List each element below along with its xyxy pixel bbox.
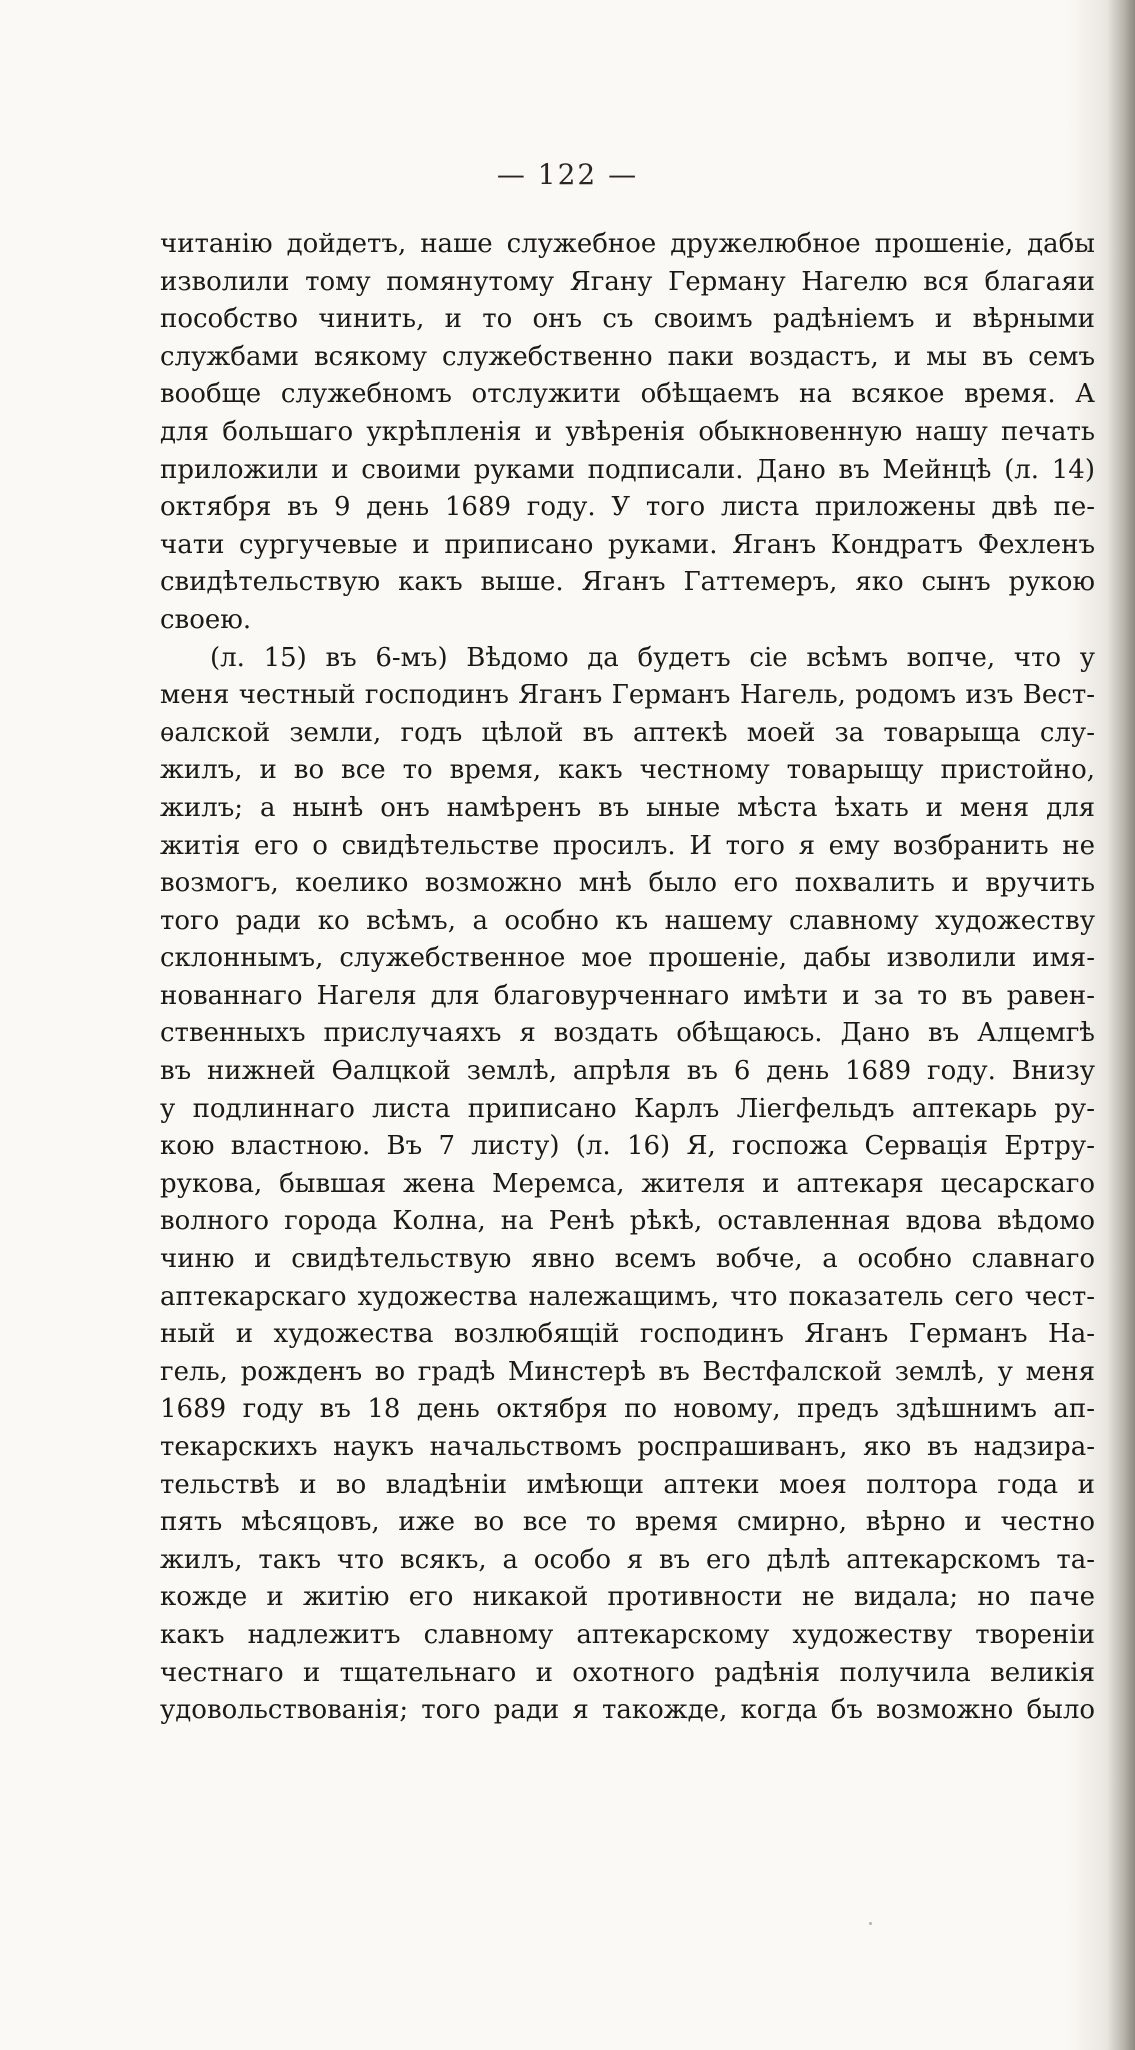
text-line: свидѣтельствую какъ выше. Яганъ Гаттемеръ, яко сынъ рукою	[160, 567, 1095, 598]
text-line: жилъ, и во все то время, какъ честному товарыщу пристойно,	[160, 755, 1095, 786]
text-line: пособство чинить, и то онъ съ своимъ радѣніемъ и вѣрными	[160, 304, 1095, 335]
text-line: склоннымъ, служебственное мое прошеніе, дабы изволили имя-	[160, 943, 1095, 974]
text-line: своею.	[160, 604, 252, 635]
text-line: кожде и житію его никакой противности не видала; но паче	[160, 1582, 1095, 1613]
text-line: жилъ; а нынѣ онъ намѣренъ въ ыные мѣста ѣхать и меня для	[160, 792, 1095, 823]
text-line: тельствѣ и во владѣніи имѣющи аптеки моея полтора года и	[160, 1469, 1095, 1500]
text-line: житія его о свидѣтельстве просилъ. И того я ему возбранить не	[160, 830, 1095, 861]
text-line: меня честный господинъ Яганъ Германъ Нагель, родомъ изъ Вест-	[160, 680, 1095, 711]
text-line: пять мѣсяцовъ, иже во все то время смирно, вѣрно и честно	[160, 1507, 1095, 1538]
text-line: въ нижней Ѳалцкой землѣ, апрѣля въ 6 день 1689 году. Внизу	[160, 1056, 1095, 1087]
text-line: службами всякому служебственно паки воздастъ, и мы въ семъ	[160, 341, 1095, 372]
text-line: чиню и свидѣтельствую явно всемъ вобче, а особно славнаго	[160, 1244, 1095, 1275]
text-line: аптекарскаго художества належащимъ, что показатель сего чест-	[160, 1281, 1095, 1312]
text-line: у подлиннаго листа приписано Карлъ Ліегфельдъ аптекарь ру-	[160, 1093, 1095, 1124]
text-line: рукова, бывшая жена Меремса, жителя и аптекаря цесарскаго	[160, 1168, 1095, 1199]
text-line: удовольствованія; того ради я такожде, когда бъ возможно было	[160, 1695, 1095, 1726]
text-line: нованнаго Нагеля для благовурченнаго имѣти и за то въ равен-	[160, 980, 1095, 1011]
text-line: ственныхъ прислучаяхъ я воздать обѣщаюсь. Дано въ Алцемгѣ	[160, 1018, 1095, 1049]
paper-speck	[869, 1922, 872, 1925]
text-line: честнаго и тщательнаго и охотного радѣнія получила великія	[160, 1657, 1095, 1688]
text-line: изволили тому помянутому Ягану Герману Нагелю вся благаяи	[160, 266, 1095, 297]
text-line: гель, рожденъ во градѣ Минстерѣ въ Вестфалской землѣ, у меня	[160, 1356, 1095, 1387]
text-line: октября въ 9 день 1689 году. У того листа приложены двѣ пе-	[160, 492, 1095, 523]
text-line: ный и художества возлюбящій господинъ Яганъ Германъ На-	[160, 1319, 1095, 1350]
text-line: ѳалской земли, годъ цѣлой въ аптекѣ моей за товарыща слу-	[160, 717, 1095, 748]
text-line: приложили и своими руками подписали. Дано въ Мейнцѣ (л. 14)	[160, 454, 1095, 485]
body-text	[160, 226, 1095, 1730]
text-line: волного города Колна, на Ренѣ рѣкѣ, оставленная вдова вѣдомо	[160, 1206, 1095, 1237]
text-line: чати сургучевые и приписано руками. Яганъ Кондратъ Фехленъ	[160, 529, 1095, 560]
text-line: читанію дойдетъ, наше служебное дружелюбное прошеніе, дабы	[160, 229, 1095, 259]
page-number: — 122 —	[496, 158, 639, 191]
text-line: 1689 году въ 18 день октября по новому, предъ здѣшнимъ ап-	[160, 1394, 1095, 1425]
text-line: жилъ, такъ что всякъ, а особо я въ его дѣлѣ аптекарскомъ та-	[160, 1544, 1095, 1575]
text-line: возмогъ, коелико возможно мнѣ было его похвалить и вручить	[160, 868, 1095, 899]
text-line: текарскихъ наукъ начальствомъ роспрашиванъ, яко въ надзира-	[160, 1432, 1095, 1462]
text-line: того ради ко всѣмъ, а особно къ нашему славному художеству	[160, 905, 1095, 936]
text-line: вообще служебномъ отслужити обѣщаемъ на всякое время. А	[160, 379, 1095, 410]
text-line: кою властною. Въ 7 листу) (л. 16) Я, госпожа Сервація Ертру-	[160, 1131, 1095, 1162]
text-line: для большаго укрѣпленія и увѣренія обыкновенную нашу печать	[160, 416, 1095, 447]
text-line: какъ надлежитъ славному аптекарскому художеству твореніи	[160, 1619, 1095, 1650]
text-line: (л. 15) въ 6-мъ) Вѣдомо да будетъ сіе всѣмъ вопче, что у	[210, 642, 1095, 673]
